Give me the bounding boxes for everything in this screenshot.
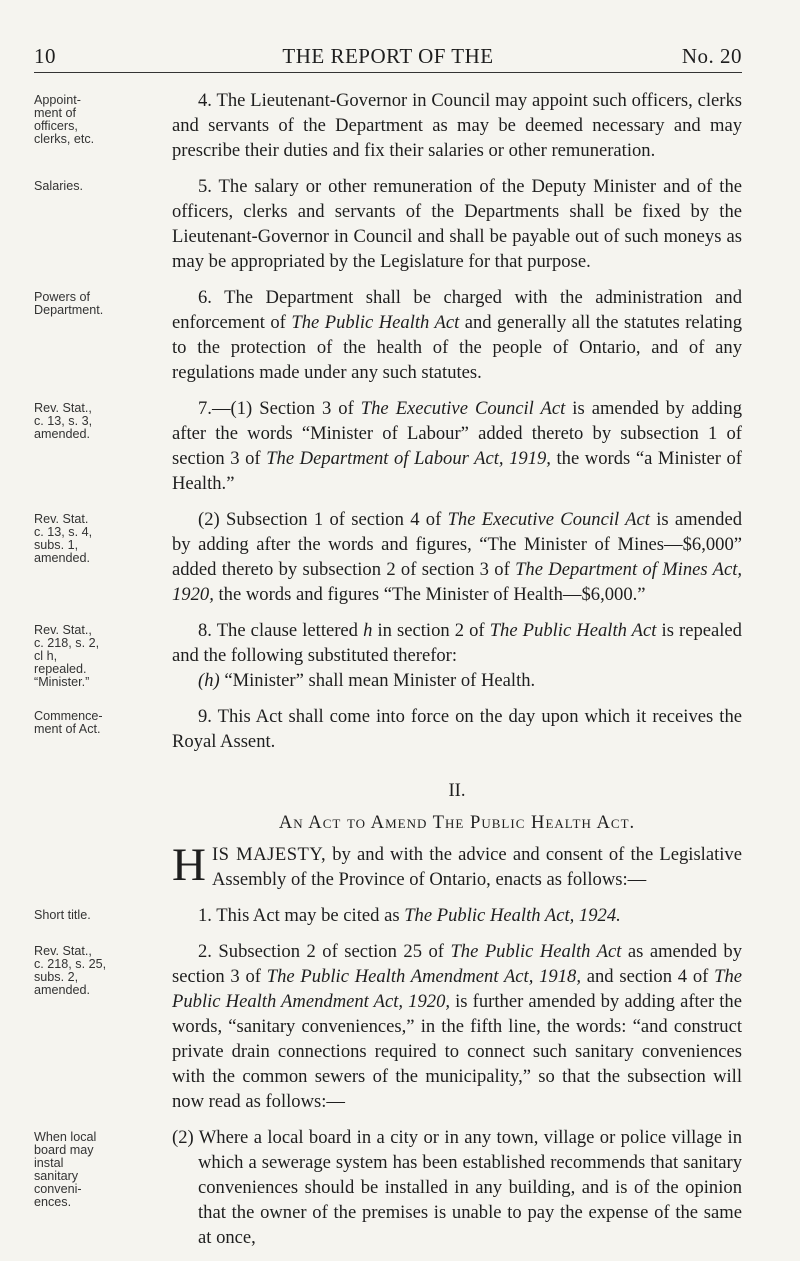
italic-text: The Public Health Act	[291, 312, 460, 333]
italic-text: The Public Health Amendment Act, 1918,	[266, 966, 581, 987]
section	[34, 618, 742, 693]
act-one-sections	[34, 88, 742, 754]
margin-note	[34, 507, 172, 565]
page-number: 10	[34, 44, 56, 68]
margin-note-line: conveni-	[34, 1182, 82, 1196]
margin-note-line: Powers of	[34, 290, 90, 304]
section	[34, 285, 742, 385]
text-run: (2) Subsection 1 of section 4 of	[198, 509, 448, 530]
paragraph	[172, 285, 742, 385]
paragraph	[172, 1125, 742, 1250]
paragraph	[172, 903, 742, 928]
margin-note-line: subs. 2,	[34, 970, 79, 984]
margin-note-line: Rev. Stat.,	[34, 623, 92, 637]
margin-note-line: Appoint-	[34, 93, 81, 107]
section	[34, 396, 742, 496]
italic-text: The Public Health Act, 1924.	[404, 905, 621, 926]
text-run: the words “a Minister of Health.”	[172, 448, 742, 494]
margin-note-line: Salaries.	[34, 179, 83, 193]
text-run: is further amended by adding after the words, “sanitary conveniences,” in the fifth line, the words: “and construct private drain connections required to connect such sanitary conveniences with the common sewers of the municipality,” so that the subsection will now read as follows:—	[172, 991, 742, 1112]
italic-text: (h)	[198, 670, 220, 691]
text-run: and generally all the statutes relating to the protection of the health of the people of Ontario, and of any regulations made under any such statutes.	[172, 312, 742, 383]
italic-text: The Public Health Act	[489, 620, 657, 641]
margin-note-line: c. 13, s. 3,	[34, 414, 93, 428]
text-run: 8. The clause lettered	[198, 620, 364, 641]
margin-note-line: subs. 1,	[34, 538, 79, 552]
margin-note-line: When local	[34, 1130, 97, 1144]
text-run: 7.—(1) Section 3 of	[198, 398, 361, 419]
paragraph	[172, 618, 742, 668]
report-number: No. 20	[681, 44, 742, 68]
margin-note-line: c. 13, s. 4,	[34, 525, 93, 539]
section-body	[172, 396, 742, 496]
section	[34, 704, 742, 754]
margin-note	[34, 704, 172, 736]
preamble-caps: IS MAJESTY,	[211, 844, 327, 865]
paragraph	[172, 174, 742, 274]
margin-note	[34, 903, 172, 922]
margin-note-line: Rev. Stat.,	[34, 401, 92, 415]
margin-note-line: cl h,	[34, 649, 58, 663]
section-body	[172, 939, 742, 1114]
text-run: and section 4 of	[580, 966, 715, 987]
page-content	[34, 88, 742, 1261]
section	[34, 903, 742, 928]
margin-note	[34, 285, 172, 317]
margin-note-line: amended.	[34, 983, 91, 997]
margin-note-line: amended.	[34, 427, 91, 441]
paragraph	[172, 939, 742, 1114]
act-title: An Act to Amend The Public Health Act.	[278, 812, 636, 833]
text-run: 5. The salary or other remuneration of the Deputy Minister and of the officers, clerks and servants of the Departments shall be fixed by the Lieutenant-Governor in Council and shall be payable out of such moneys as may be appropriated by the Legislature for that purpose.	[172, 176, 742, 272]
italic-text: The Public Health Amendment Act, 1920,	[172, 966, 742, 1012]
margin-note	[34, 842, 172, 848]
page-header	[34, 44, 742, 68]
section	[34, 939, 742, 1114]
margin-note-line: ment of	[34, 106, 76, 120]
margin-note	[34, 1125, 172, 1209]
section	[34, 174, 742, 274]
italic-text: h	[363, 620, 373, 641]
text-run: as amended by section 3 of	[172, 941, 743, 987]
margin-note-line: Commence-	[34, 709, 103, 723]
text-run: “Minister” shall mean Minister of Health.	[219, 670, 536, 691]
section-body	[172, 507, 742, 607]
margin-note	[34, 396, 172, 441]
text-run: 2. Subsection 2 of section 25 of	[198, 941, 451, 962]
paragraph	[172, 396, 742, 496]
text-run: is repealed and the following substituted therefor:	[172, 620, 742, 666]
margin-note-line: Department.	[34, 303, 104, 317]
section-body	[172, 174, 742, 274]
paragraph	[172, 704, 742, 754]
margin-note-line: c. 218, s. 2,	[34, 636, 100, 650]
text-run: is amended by adding after the words and figures, “The Minister of Mines—$6,000” added thereto by subsection 2 of section 3 of	[172, 509, 743, 580]
text-run: 4. The Lieutenant-Governor in Council may appoint such officers, clerks and servants of the Department as may be deemed necessary and may prescribe their duties and fix their salaries or other remuneration.	[172, 90, 742, 161]
margin-note-line: ences.	[34, 1195, 72, 1209]
running-title: THE REPORT OF THE	[282, 44, 494, 68]
section-body	[172, 88, 742, 163]
section-body	[172, 285, 742, 385]
section-body	[172, 618, 742, 693]
text-run: in section 2 of	[372, 620, 490, 641]
text-run: 1. This Act may be cited as	[198, 905, 405, 926]
margin-note	[34, 174, 172, 193]
section	[34, 507, 742, 607]
margin-note-line: repealed.	[34, 662, 87, 676]
section	[34, 88, 742, 163]
header-rule	[34, 72, 742, 73]
margin-note-line: Rev. Stat.	[34, 512, 89, 526]
section	[34, 1125, 742, 1250]
section-body	[172, 903, 742, 928]
margin-note-line: clerks, etc.	[34, 132, 95, 146]
section-body	[172, 1125, 742, 1250]
act-two-sections	[34, 903, 742, 1250]
preamble-rest: by and with the advice and consent of the Legislative Assembly of the Province of Ontario, enacts as follows:—	[211, 844, 742, 890]
italic-text: The Executive Council Act	[447, 509, 650, 530]
paragraph	[172, 668, 742, 693]
text-run: the words and figures “The Minister of Health—$6,000.”	[213, 584, 646, 605]
italic-text: The Executive Council Act	[360, 398, 566, 419]
margin-note-line: officers,	[34, 119, 78, 133]
margin-note-line: ment of Act.	[34, 722, 101, 736]
margin-note-line: amended.	[34, 551, 91, 565]
text-run: (2) Where a local board in a city or in any town, village or police village in which a sewerage system has been established recommends that sanitary conveniences should be installed in any building, and is of the opinion that the owner of the premises is unable to pay the expense of the same at once,	[172, 1127, 742, 1248]
margin-note-line: Rev. Stat.,	[34, 944, 92, 958]
margin-note-line: “Minister.”	[34, 675, 90, 689]
italic-text: The Department of Labour Act, 1919,	[266, 448, 551, 469]
margin-note-line: Short title.	[34, 908, 91, 922]
act-number: II.	[448, 780, 466, 801]
text-run: 6. The Department shall be charged with the administration and enforcement of	[172, 287, 742, 333]
text-run: is amended by adding after the words “Minister of Labour” added thereto by subsection 1 of section 3 of	[172, 398, 743, 469]
paragraph	[172, 507, 742, 607]
section-body	[172, 704, 742, 754]
margin-note-line: sanitary	[34, 1169, 79, 1183]
margin-note	[34, 618, 172, 689]
preamble-text	[172, 839, 742, 892]
margin-note	[34, 88, 172, 146]
margin-note-line: c. 218, s. 25,	[34, 957, 107, 971]
italic-text: The Department of Mines Act, 1920,	[172, 559, 743, 605]
margin-note-line: instal	[34, 1156, 64, 1170]
italic-text: The Public Health Act	[450, 941, 622, 962]
text-run: 9. This Act shall come into force on the day upon which it receives the Royal Assent.	[172, 706, 742, 752]
paragraph	[172, 88, 742, 163]
preamble-section	[34, 839, 742, 892]
margin-note	[34, 939, 172, 997]
preamble	[172, 839, 742, 892]
margin-note-line: board may	[34, 1143, 94, 1157]
drop-cap: H	[172, 839, 206, 891]
